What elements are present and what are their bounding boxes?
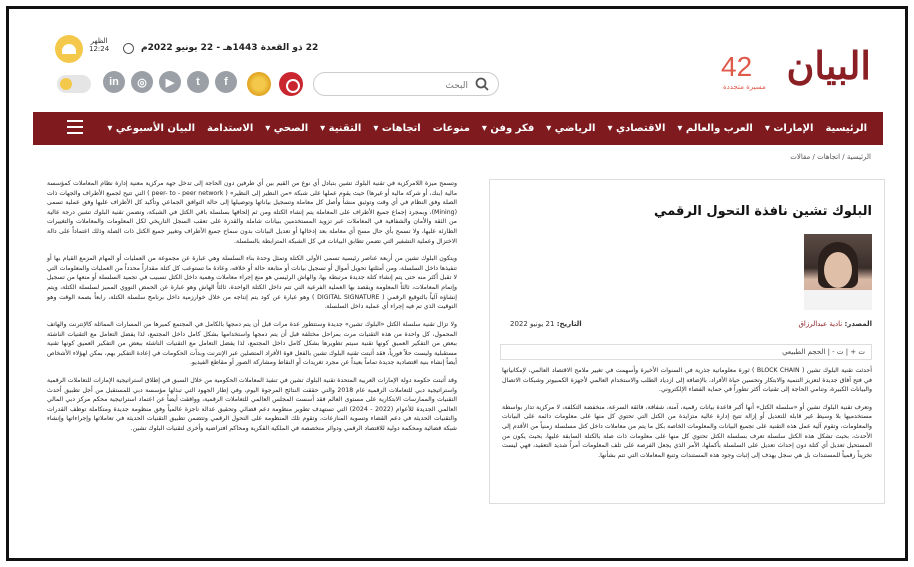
weather-info bbox=[89, 37, 109, 54]
header-date: 22 ذو القعدة 1443هـ - 22 يونيو 2022م bbox=[141, 43, 319, 53]
social-links bbox=[103, 71, 237, 97]
nav-item-culture[interactable]: فكر وفن ▾ bbox=[481, 123, 535, 134]
nav-item-sports[interactable]: الرياضي ▾ bbox=[546, 123, 596, 134]
nav-item-economy[interactable]: الاقتصادي ▾ bbox=[607, 123, 666, 134]
nav-item-weekly[interactable]: البيان الأسبوعي ▾ bbox=[107, 123, 196, 134]
nav-item-health[interactable]: الصحي ▾ bbox=[265, 123, 309, 134]
article-source bbox=[798, 320, 872, 328]
author-name[interactable]: نادية عبدالرزاق bbox=[798, 320, 843, 328]
logo-anniversary: 42 bbox=[721, 51, 753, 82]
font-size-controls[interactable]: ت + | ت - | الحجم الطبيعي bbox=[500, 344, 872, 360]
main-nav bbox=[33, 112, 883, 145]
article-intro bbox=[502, 366, 872, 468]
site-logo[interactable] bbox=[721, 41, 871, 101]
page-frame bbox=[6, 6, 908, 561]
article-header-panel bbox=[489, 179, 885, 504]
nav-item-misc[interactable]: منوعات bbox=[432, 123, 470, 134]
search-icon[interactable] bbox=[474, 76, 490, 92]
instagram-icon[interactable]: ◎ bbox=[131, 71, 153, 93]
facebook-icon[interactable]: f bbox=[215, 71, 237, 93]
date-label: التاريخ: bbox=[556, 320, 582, 328]
article-paragraph: وقد أثبتت حكومة دولة الإمارات العربية المتحدة تقنية البلوك تشين في تنفيذ المعاملات الحكومية من خلال السبق في إطلاق استراتيجية الإمارات للتعاملات الرقمية واستراتيجية دبي للتعاملات الرقمية عام 2018 والتي حققت النتائج المرجوة اليوم، وفي إطار الجهود التي تبذلها مؤسسة دبي للمستقبل من أجل تطبيق أحدث التقنيات والممارسات الابتكارية على مستوى العالم فقد أسست المجلس العالمي للتعاملات الرقمية، ووافقت أيضاً عن اعتماد استراتيجية محكم مركز دبي المالي العالمي الجديدة للأعوام (2022 - 2024) التي تستهدف تطوير منظومة دعم قضائي وتحقيق عدالة ناجزة عالمياً وفق منظومة جديدة ومتكاملة توظف القدرات والتقنيات الحديثة في دعم القضاء وتسوية المنازعات، وتقوم تلك المنظومة على التحول الرقمي وتتضمن تطبيق التقنيات الحديثة في تعاملاتها وإجراءاتها وإنشاء شبكة قضائية ومحكمة دولية للاقتصاد الرقمي ودوائر متخصصة في الملكية الفكرية ومحاكم افتراضية وأخرى لتقنيات البلوك تشين. bbox=[47, 376, 458, 433]
article-paragraph: أحدثت تقنية البلوك تشين ( BLOCK CHAIN ) ثورة معلوماتية جذرية في السنوات الأخيرة وأسهمت في تغيير ملامح الاقتصاد العالمي، لإمكانياتها في فتح آفاق جديدة لتعزيز التنمية والابتكار وتحسين حياة الأفراد، بالإضافة إلى ازدياد الطلب والاستخدام العالمي لأجهزة الكمبيوتر وشبكات الاتصال والبيانات الكبيرة، وتنامي الحاجة إلى تقنيات أكثر تطوراً في حماية الفضاء الإلكتروني. bbox=[502, 367, 872, 394]
site-header bbox=[9, 9, 905, 109]
weather-time: 12:24 bbox=[89, 45, 110, 54]
logo-text: البيان bbox=[786, 43, 871, 88]
twitter-icon[interactable]: t bbox=[187, 71, 209, 93]
article-date bbox=[510, 320, 582, 328]
emblem-icon[interactable] bbox=[247, 72, 271, 96]
article-paragraph: ويتكون البلوك تشين من أربعة عناصر رئيسية تسمى الأولى الكتلة وتمثل وحدة بناء السلسلة وهي عبارة عن مجموعة من العمليات أو المهام المزمع القيام بها أو تنفيذها داخل السلسلة، ومن أمثلتها تحويل أموال أو تسجيل بيانات أو متابعة حالة أو خلافه، وعادة ما تستوعب كل كتلة مقداراً محدداً من العمليات والمعلومات التي لا تقبل أكثر منه حتى يتم إنشاء كتلة جديدة مرتبطة بها، والهاش الرئيسي هو منع إجراء معاملات وهمية داخل الكتل تسبيب في تجميد السلسلة أو منعها من تسجيل وإتمام المعاملات، ثالثاً المعلومة ويقصد بها العملية الفرعية التي تتم داخل الكتلة الواحدة، ثالثاً الهاش وهو عبارة عن الحمض النووي المميز لسلسلة الكتلة، ويتم إنشاؤه آلياً بالتوقيع الرقمي ( DIGITAL SIGNATURE ) وهو عبارة عن كود يتم إنتاجه من خلال خوارزمية داخل برنامج سلسلة الكتلة، رابعاً بصمة الوقت وهو التوقيت الذي تم فيه إجراء أي عملية داخل السلسلة. bbox=[47, 255, 457, 311]
weather-icon bbox=[55, 35, 83, 63]
weather-label: الظهر bbox=[90, 37, 108, 45]
article-body bbox=[47, 179, 457, 442]
dark-mode-toggle[interactable] bbox=[57, 75, 91, 93]
nav-item-tech[interactable]: التقنية ▾ bbox=[320, 123, 362, 134]
article-paragraph: وتسمح ميزة اللامركزية في تقنية البلوك تشين بتبادل أي نوع من القيم بين أي طرفين دون الحاجة إلى تدخل جهة مركزية معنية إدارة نظام المعاملات كمؤسسة مالية (بنك، أو شركة مالية أو غيرها) حيث يقوم عملها على شبكة «من النظير إلى النظير» ( peer- to - peer network ) التي تتيح لجميع الأطراف والجهات ذات الصلة وفق النظام في أي وقت وتوثيق منشأ وأصل كل معاملة وتسجيل بياناتها وتوصيلها إلى حالة التوافق الجماعي وتأكيد كل الأطراف عليها وفق عملية تسمى (Mining)، وبمجرد إجماع جميع الأطراف على المعاملة يتم إنشاء الكتلة ومن ثم إلحاقها بسلسلة باقي الكتل في الشبكة، وتضمن تقنية البلوك تشين درجة عالية من الثقة والأمان والشفافية في المعاملات عبر تزويد المستخدمين ببيانات شاملة والقدرة على تعقب السجل التاريخي لكل المعلومات والمعاملات والتغييرات الطارئة عليها، ولا تسمح بأي حال مسح أي معاملة بعد إدخالها أو تعديل البيانات بدون سماح جميع الأطراف وتغيير جميع الكتل ذات الصلة وذلك اعتماداً على دالة الاختزال وعملية التشفير التي تضمن تطابق البيانات في كل الشبكة المترابطة بالسلسلة. bbox=[47, 180, 458, 245]
linkedin-icon[interactable]: in bbox=[103, 71, 125, 93]
nav-item-home[interactable]: الرئيسية bbox=[825, 123, 867, 134]
article-paragraph: وتعرف تقنية البلوك تشين أو «سلسلة الكتل» أنها أكبر قاعدة بيانات رقمية، آمنة، شفافة، فائقة السرعة، منخفضة التكلفة، لا مركزية تدار بواسطة مستخدميها بلا وسيط غير قابلة للتعديل أو إزالة تتيح إدارة عالية متزايدة من الكتل التي تحتوي كل منها على معلومات دائمة على البيانات والمعلومات، وتقوم آلية عمل هذه التقنية على تجميع البيانات والمعلومات الخاصة بكل ما يتم من معاملات داخل كتل مسلسلة زمنياً من الأقدم إلى الأحدث، بحيث تشكل هذه الكتل سلسلة تعرف بسلسلة الكتل تحتوي كل منها على معلومات ذات صلة بالكتلة السابقة عليها، بحيث يكون من المستحيل تعديل أي كتلة دون إحداث تعديل على السلسلة بأكملها، الأمر الذي يجعل الفرصة على تلف المعلومات أمراً شديد التعقيد، فهي ليست تخزيناً رقمياً للمستندات بل هي سجل يهدف إلى إثبات وجود هذه المستندات وتتبع المعاملات التي تتم بشأنها. bbox=[502, 403, 872, 459]
nav-item-emirates[interactable]: الإمارات ▾ bbox=[764, 123, 814, 134]
nav-item-world[interactable]: العرب والعالم ▾ bbox=[677, 123, 753, 134]
logo-subtitle: مسيرة متجددة bbox=[723, 83, 766, 91]
clock-icon bbox=[123, 43, 134, 54]
nav-item-opinion[interactable]: اتجاهات ▾ bbox=[373, 123, 421, 134]
author-photo[interactable] bbox=[804, 234, 872, 310]
breadcrumb[interactable]: الرئيسية / اتجاهات / مقالات bbox=[790, 153, 871, 161]
nav-item-sustainability[interactable]: الاستدامة bbox=[207, 123, 254, 134]
source-label: المصدر: bbox=[844, 320, 872, 328]
youtube-icon[interactable]: ▶ bbox=[159, 71, 181, 93]
date-value: 21 يونيو 2022 bbox=[510, 320, 555, 328]
search-box[interactable] bbox=[313, 72, 499, 96]
live-broadcast-icon[interactable] bbox=[279, 72, 303, 96]
article-paragraph: ولا تزال تقنية سلسلة الكتل «البلوك تشين» جديدة وستتطور عدة مرات قبل أن يتم دمجها بالكامل في المجتمع كميرها من المسارات المماثلة كالإنترنت والهاتف المحمول، كل واحدة من هذه التقنيات مرت بمراحل مختلفة قبل أن يتم دمجها واستخدامها بشكل كامل داخل المجتمع، لذا يفضل التعامل مع التقنيات الناشئة ببعض من التفكير العميق كونها تقنية سيتم تطويرها بشكل كامل داخل المجتمع، لذا يفضل التعامل مع التقنيات الناشئة ببعض من التفكير العميق كونها تقنية مستقبلية وليست حلاً فورياً، فقد أثبتت تقنية البلوك تشين بالفعل قوة الأفراد المتصلين عبر الإنترنت وبدأت الحكومات في إعادة التفكير بهم، بمكن لهؤلاء الأشخاص أيضاً إنشاء بنية اقتصادية جديدة تماماً بعيداً عن مجرد تغريدات أو النقاط ومشاركة الصور أو مقاطع الفيديو. bbox=[47, 320, 457, 367]
article-title: البلوك تشين نافذة التحول الرقمي bbox=[654, 204, 872, 219]
menu-icon[interactable] bbox=[67, 120, 83, 136]
